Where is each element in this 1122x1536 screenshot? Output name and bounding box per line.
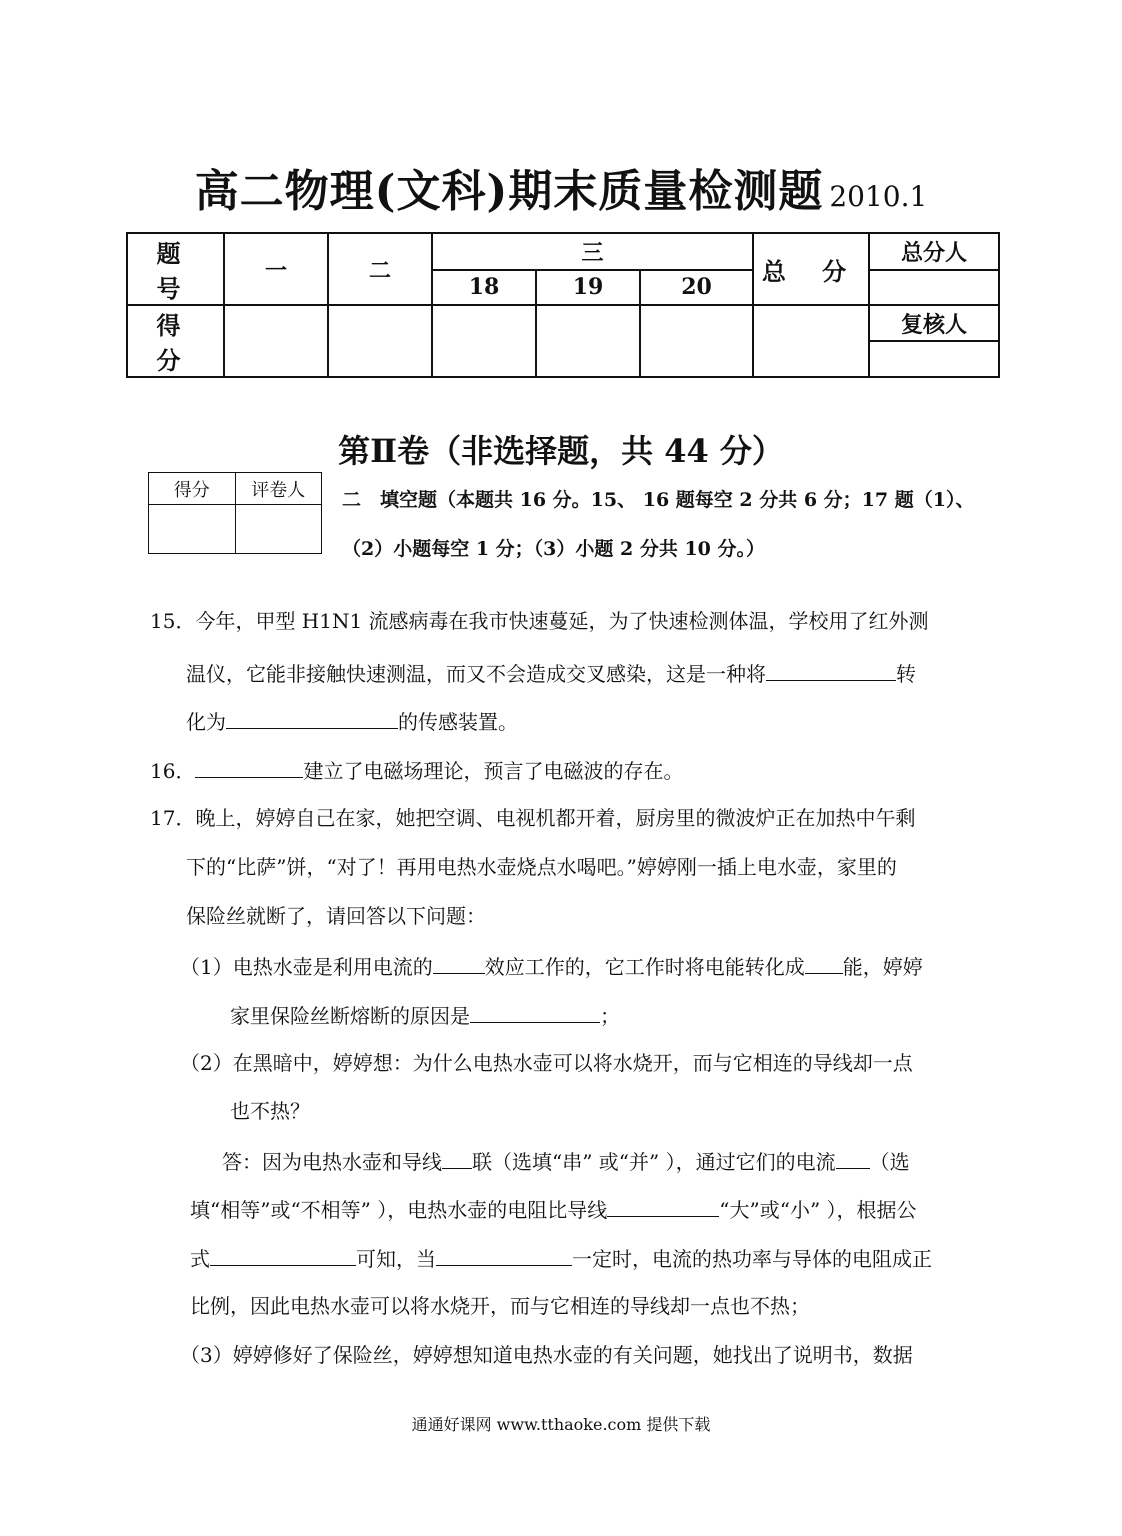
row-label-score: 得 分 bbox=[127, 305, 224, 377]
blank-p1-1[interactable] bbox=[433, 953, 485, 974]
score-table bbox=[126, 232, 1000, 378]
col-header-total: 总 分 bbox=[753, 233, 869, 305]
q17-line-2: 下的“比萨”饼，“对了！再用电热水壶烧点水喝吧。”婷婷刚一插上电水壶，家里的 bbox=[186, 855, 897, 879]
title-main: 高二物理(文科)期末质量检测题 bbox=[194, 166, 824, 217]
sub-header-19: 19 bbox=[536, 270, 640, 305]
row-label-question: 题 号 bbox=[127, 233, 224, 305]
q15-line-2: 温仪，它能非接触快速测温，而又不会造成交叉感染，这是一种将 转 bbox=[186, 662, 916, 686]
blank-ans-2[interactable] bbox=[836, 1148, 870, 1169]
answer-line-4: 比例，因此电热水壶可以将水烧开，而与它相连的导线却一点也不热； bbox=[190, 1294, 810, 1318]
blank-q16[interactable] bbox=[195, 757, 303, 778]
q17-part1-line-2: 家里保险丝断熔断的原因是 ； bbox=[230, 1004, 620, 1028]
reviewer-label: 复核人 bbox=[869, 305, 999, 341]
answer-line-2: 填“相等”或“不相等” ），电热水壶的电阻比导线 “大”或“小” ），根据公 bbox=[190, 1198, 917, 1222]
q16-line: 16． 建立了电磁场理论，预言了电磁波的存在。 bbox=[150, 759, 684, 783]
score-cell-19 bbox=[536, 305, 640, 377]
col-header-3: 三 bbox=[432, 233, 753, 270]
score-cell-1 bbox=[224, 305, 328, 377]
q17-part1-line-1: （1）电热水壶是利用电流的 效应工作的，它工作时将电能转化成 能，婷婷 bbox=[180, 955, 923, 979]
score-cell-18 bbox=[432, 305, 536, 377]
section-instruction-1: 二 填空题（本题共 16 分。15、 16 题每空 2 分共 6 分；17 题（1）、 bbox=[342, 489, 975, 511]
blank-ans-3[interactable] bbox=[607, 1196, 719, 1217]
score-cell-20 bbox=[640, 305, 753, 377]
answer-line-3: 式 可知，当 一定时，电流的热功率与导体的电阻成正 bbox=[190, 1247, 932, 1271]
sub-header-20: 20 bbox=[640, 270, 753, 305]
q17-part3-line-1: （3）婷婷修好了保险丝，婷婷想知道电热水壶的有关问题，她找出了说明书，数据 bbox=[180, 1343, 913, 1367]
answer-line-1: 答：因为电热水壶和导线 联（选填“串” 或“并” ），通过它们的电流 （选 bbox=[222, 1150, 910, 1174]
blank-ans-1[interactable] bbox=[442, 1148, 472, 1169]
score-cell-2 bbox=[328, 305, 432, 377]
q17-part2-line-1: （2）在黑暗中，婷婷想：为什么电热水壶可以将水烧开，而与它相连的导线却一点 bbox=[180, 1051, 913, 1075]
scorer-cell bbox=[869, 270, 999, 305]
blank-ans-5[interactable] bbox=[436, 1245, 572, 1266]
grader-person-label: 评卷人 bbox=[235, 473, 322, 505]
q17-line-3: 保险丝就断了，请回答以下问题： bbox=[186, 904, 486, 928]
scorer-label: 总分人 bbox=[869, 233, 999, 270]
section-title: 第Ⅱ卷（非选择题，共 44 分） bbox=[338, 432, 784, 470]
blank-q15-1[interactable] bbox=[766, 660, 896, 681]
section-instruction-2: （2）小题每空 1 分；（3）小题 2 分共 10 分。） bbox=[342, 538, 766, 560]
sub-header-18: 18 bbox=[432, 270, 536, 305]
col-header-2: 二 bbox=[328, 233, 432, 305]
footer-credit: 通通好课网 www.tthaoke.com 提供下载 bbox=[411, 1415, 711, 1434]
score-cell-total bbox=[753, 305, 869, 377]
grader-table bbox=[148, 472, 322, 554]
blank-p1-3[interactable] bbox=[470, 1002, 600, 1023]
blank-ans-4[interactable] bbox=[210, 1245, 356, 1266]
blank-q15-2[interactable] bbox=[226, 708, 398, 729]
q17-part2-line-2: 也不热？ bbox=[230, 1099, 310, 1123]
grader-score-cell bbox=[149, 505, 236, 554]
q15-line-1: 15．今年，甲型 H1N1 流感病毒在我市快速蔓延，为了快速检测体温，学校用了红外测 bbox=[150, 609, 929, 633]
reviewer-cell bbox=[869, 341, 999, 377]
title-year: 2010.1 bbox=[829, 180, 928, 213]
col-header-1: 一 bbox=[224, 233, 328, 305]
grader-person-cell bbox=[235, 505, 322, 554]
q17-line-1: 17．晚上，婷婷自己在家，她把空调、电视机都开着，厨房里的微波炉正在加热中午剩 bbox=[150, 806, 916, 830]
grader-score-label: 得分 bbox=[149, 473, 236, 505]
page-title bbox=[0, 155, 1122, 219]
q15-line-3: 化为 的传感装置。 bbox=[186, 710, 518, 734]
blank-p1-2[interactable] bbox=[805, 953, 843, 974]
